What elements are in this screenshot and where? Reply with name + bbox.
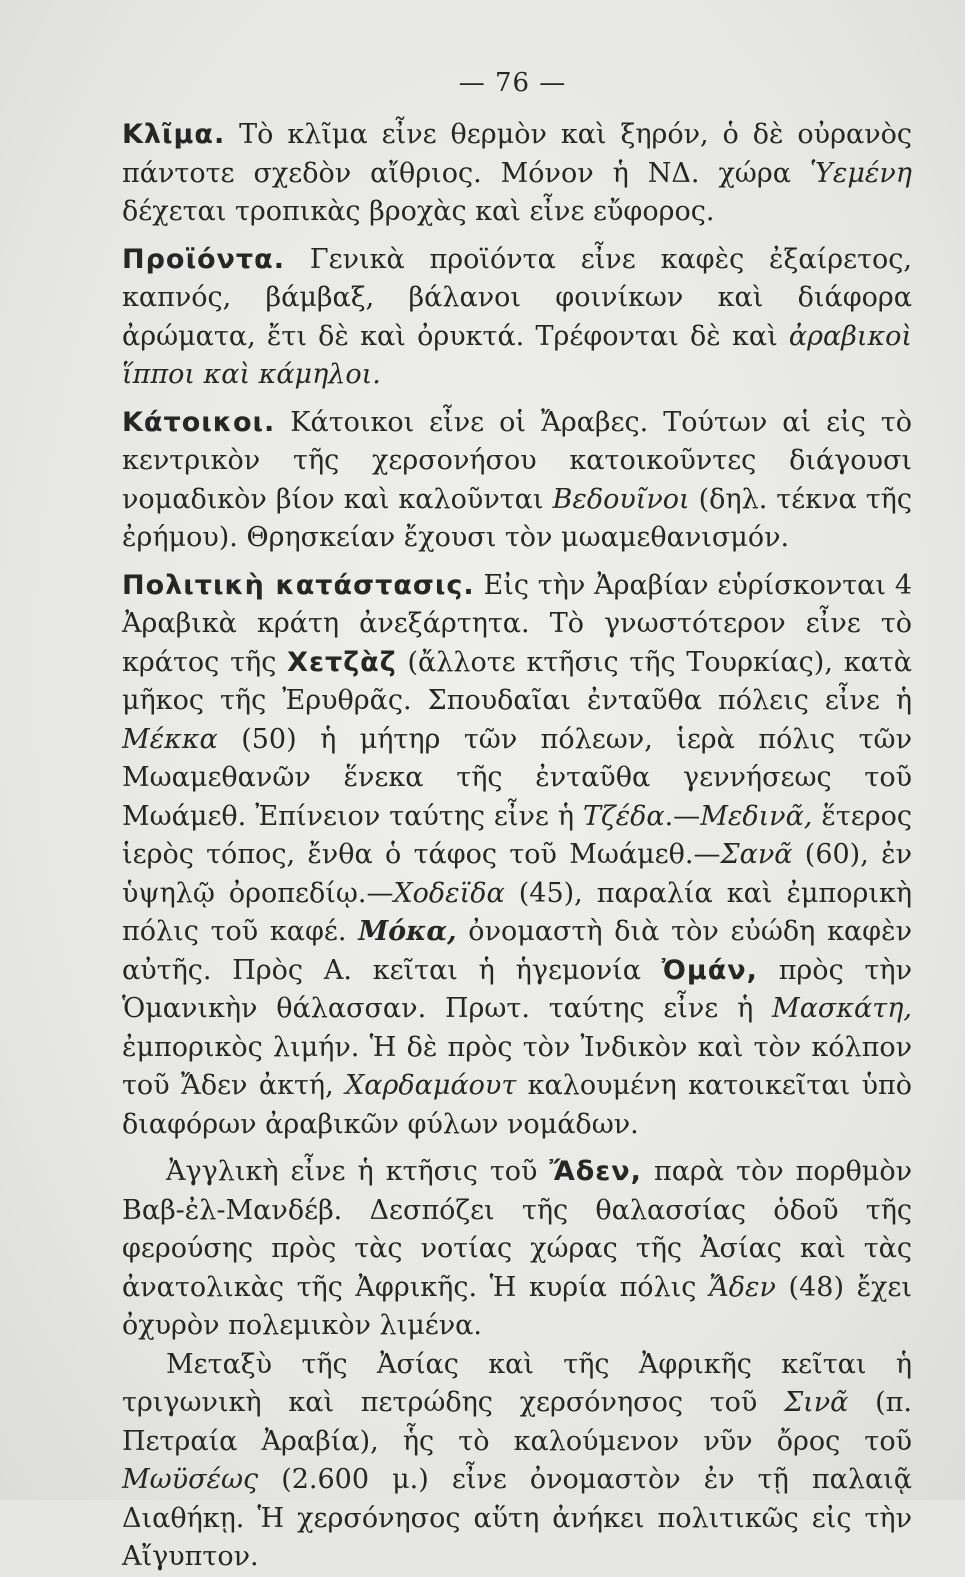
politiki-text-3: (50) ἡ μήτηρ τῶν πόλεων, ἱερὰ πόλις τῶν Μωαμεθανῶν ἕνεκα τῆς ἐνταῦθα γεννήσεως τοῦ Μωάμεθ. Ἐπίνειον ταύτης εἶνε ἡ <box>122 723 912 832</box>
politiki-text-8: ὀνομαστὴ διὰ τὸν εὐώδη καφὲν αὐτῆς. Πρὸς Α. κεῖται ἡ ἡγεμονία <box>122 916 912 986</box>
katoikoi-italic-bedouins: Βεδουῖνοι <box>552 483 690 515</box>
proionta-italic-horses: ἀραβικοὶ ἵπποι καὶ κάμηλοι. <box>122 320 912 390</box>
sina-text-3: (2.600 μ.) εἶνε ὀνομαστὸν ἐν τῇ παλαιᾷ Διαθήκῃ. Ἡ χερσόνησος αὕτη ἀνήκει πολιτικῶς εἰς τὴν Αἴγυπτον. <box>122 1464 912 1572</box>
politiki-italic-hadramaut: Χαρδαμάουτ <box>345 1070 517 1101</box>
proionta-text: Γενικὰ προϊόντα εἶνε καφὲς ἐξαίρετος, καπνός, βάμβαξ, βάλανοι φοινίκων καὶ διάφορα ἀρώματα, ἔτι δὲ καὶ ὀρυκτά. Τρέφονται δὲ καὶ <box>122 243 912 352</box>
politiki-text-4: .— <box>664 800 701 832</box>
heading-politiki: Πολιτικὴ κατάστασις. <box>122 569 475 601</box>
paragraph-katoikoi <box>122 404 912 558</box>
politiki-italic-hodeida: Χοδεϊδα <box>393 877 505 909</box>
aden-text-2: παρὰ τὸν πορθμὸν Βαβ-ἐλ-Μανδέβ. Δεσπόζει τῆς θαλασσίας ὁδοῦ τῆς φερούσης πρὸς τὰς νοτίας χώρας τῆς Ἀσίας καὶ τὰς ἀνατολικὰς τῆς Ἀφρικῆς. Ἡ κυρία πόλις <box>122 1156 912 1303</box>
heading-klima: Κλῖμα. <box>122 119 226 150</box>
paragraph-aden <box>122 1153 912 1346</box>
paragraph-klima <box>122 116 912 232</box>
aden-text-3: (48) ἔχει ὀχυρὸν πολεμικὸν λιμένα. <box>122 1271 912 1341</box>
politiki-text-2: (ἄλλοτε κτῆσις τῆς Τουρκίας), κατὰ μῆκος τῆς Ἐρυθρᾶς. Σπουδαῖαι ἐνταῦθα πόλεις εἶνε ἡ <box>122 646 912 716</box>
politiki-italic-medina: Μεδινᾶ, <box>700 800 813 832</box>
politiki-italic-jeddah: Τζέδα <box>582 800 665 832</box>
paragraph-sina <box>122 1346 912 1577</box>
politiki-italic-mecca: Μέκκα <box>122 723 218 755</box>
politiki-bold-hejaz: Χετζὰζ <box>287 646 397 678</box>
sina-text: Μεταξὺ τῆς Ἀσίας καὶ τῆς Ἀφρικῆς κεῖται ἡ τριγωνικὴ καὶ πετρώδης χερσόνησος τοῦ <box>122 1348 912 1418</box>
heading-proionta: Προϊόντα. <box>122 243 285 275</box>
klima-italic-yemen: Ὑεμένη <box>809 157 912 189</box>
sina-italic-sinai: Σινᾶ <box>784 1387 849 1418</box>
politiki-italic-mocha: Μόκα, <box>358 916 457 947</box>
politiki-text-10: ἐμπορικὸς λιμήν. Ἡ δὲ πρὸς τὸν Ἰνδικὸν καὶ τὸν κόλπον τοῦ Ἄδεν ἀκτή, <box>122 1031 912 1101</box>
politiki-text-6: (60), ἐν ὑψηλῷ ὀροπεδίῳ.— <box>122 839 912 909</box>
aden-text: Ἀγγλικὴ εἶνε ἡ κτῆσις τοῦ <box>166 1156 550 1187</box>
katoikoi-text: Κάτοικοι εἶνε οἱ Ἄραβες. Τούτων αἱ εἰς τὸ κεντρικὸν τῆς χερσονήσου κατοικοῦντες διάγουσι νομαδικὸν βίον καὶ καλοῦνται <box>122 406 912 515</box>
katoikoi-text-2: (δηλ. τέκνα τῆς ἐρήμου). Θρησκείαν ἔχουσι τὸν μωαμεθανισμόν. <box>122 483 912 553</box>
politiki-italic-muscat: Μασκάτη, <box>772 993 912 1024</box>
politiki-text-11: καλουμένη κατοικεῖται ὑπὸ διαφόρων ἀραβικῶν φύλων νομάδων. <box>122 1070 912 1140</box>
page-number: — 76 — <box>458 68 567 98</box>
politiki-text-5: ἕτερος ἱερὸς τόπος, ἔνθα ὁ τάφος τοῦ Μωάμεθ.— <box>122 800 913 870</box>
heading-katoikoi: Κάτοικοι. <box>122 406 276 438</box>
politiki-italic-sanaa: Σανᾶ <box>720 839 793 870</box>
politiki-text-7: (45), παραλία καὶ ἐμπορικὴ πόλις τοῦ καφέ. <box>122 877 912 947</box>
aden-bold-aden: Ἄδεν, <box>549 1156 642 1187</box>
page-text-body <box>122 116 912 1577</box>
politiki-text-9: πρὸς τὴν Ὁμανικὴν θάλασσαν. Πρωτ. ταύτης εἶνε ἡ <box>122 954 912 1024</box>
sina-text-2: (π. Πετραία Ἀραβία), ἧς τὸ καλούμενον νῦν ὄρος τοῦ <box>122 1387 912 1457</box>
paragraph-politiki <box>122 567 912 1145</box>
klima-text: Τὸ κλῖμα εἶνε θερμὸν καὶ ξηρόν, ὁ δὲ οὐρανὸς πάντοτε σχεδὸν αἴθριος. Μόνον ἡ ΝΔ. χώρα <box>122 119 912 189</box>
paragraph-proionta <box>122 241 912 395</box>
aden-italic-aden-city: Ἄδεν <box>708 1271 776 1303</box>
politiki-text: Εἰς τὴν Ἀραβίαν εὑρίσκονται 4 Ἀραβικὰ κράτη ἀνεξάρτητα. Τὸ γνωστότερον εἶνε τὸ κράτος τῆς <box>122 569 912 678</box>
politiki-bold-oman: Ὀμάν, <box>661 954 758 986</box>
klima-text-2: δέχεται τροπικὰς βροχὰς καὶ εἶνε εὔφορος. <box>122 196 715 227</box>
sina-italic-moses: Μωϋσέως <box>122 1464 259 1495</box>
